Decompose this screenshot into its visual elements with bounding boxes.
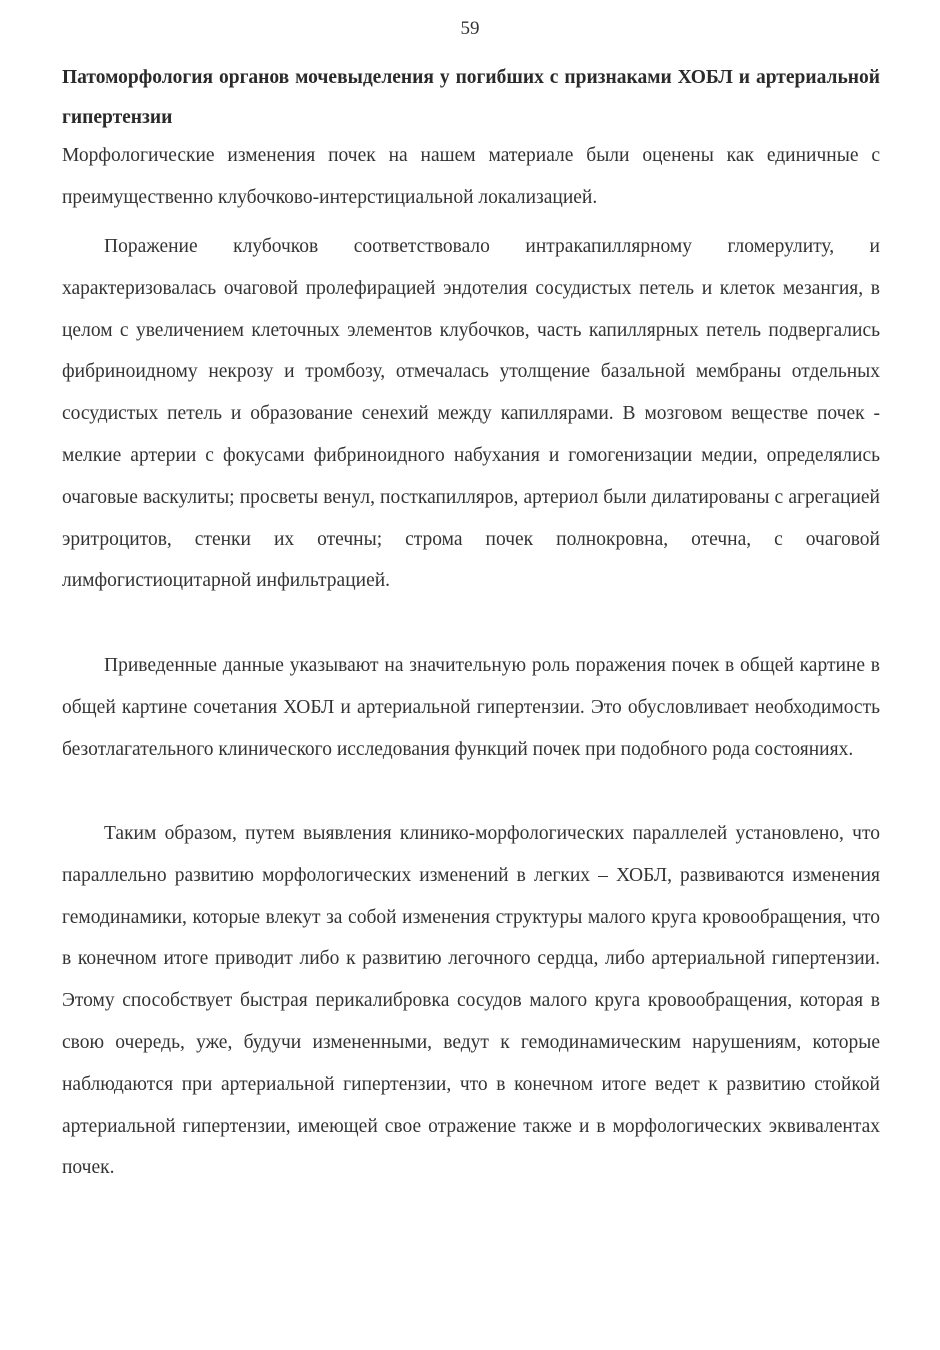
paragraph-significance: Приведенные данные указывают на значительную роль поражения почек в общей картине в общей картине сочетания ХОБЛ и артериальной гипертензии. Это обусловливает необходимость безотлагательного клинического исследования функций почек при подобного рода состояниях. bbox=[62, 655, 880, 760]
page-number: 59 bbox=[460, 18, 480, 39]
paragraph-glomeruli: Поражение клубочков соответствовало интракапиллярному гломерулиту, и характеризовалась очаговой пролефирацией эндотелия сосудистых петель и клеток мезангия, в целом с увеличением клеточных элементов клубочков, часть капиллярных петель подвергались фибриноидному некрозу и тромбозу, отмечалась утолщение базальной мембраны отдельных сосудистых петель и образование сенехий между капиллярами. В мозговом веществе почек - мелкие артерии с фокусами фибриноидного набухания и гомогенизации медии, определялись очаговые васкулиты; просветы венул, посткапилляров, артериол были дилатированы с агрегацией эритроцитов, стенки их отечны; строма почек полнокровна, отечна, с очаговой лимфогистиоцитарной инфильтрацией. bbox=[62, 236, 880, 592]
paragraph-intro: Морфологические изменения почек на нашем материале были оценены как единичные с преимущественно клубочково-интерстициальной локализацией. bbox=[62, 145, 880, 208]
section-heading: Патоморфология органов мочевыделения у погибших с признаками ХОБЛ и артериальной гипертензии bbox=[62, 67, 880, 128]
paragraph-conclusion: Таким образом, путем выявления клинико-морфологических параллелей установлено, что параллельно развитию морфологических изменений в легких – ХОБЛ, развиваются изменения гемодинамики, которые влекут за собой изменения структуры малого круга кровообращения, что в конечном итоге приводит либо к развитию легочного сердца, либо артериальной гипертензии. Этому способствует быстрая перикалибровка сосудов малого круга кровообращения, которая в свою очередь, уже, будучи измененными, ведут к гемодинамическим нарушениям, которые наблюдаются при артериальной гипертензии, что в конечном итоге ведет к развитию стойкой артериальной гипертензии, имеющей свое отражение также и в морфологических эквивалентах почек. bbox=[62, 823, 880, 1179]
